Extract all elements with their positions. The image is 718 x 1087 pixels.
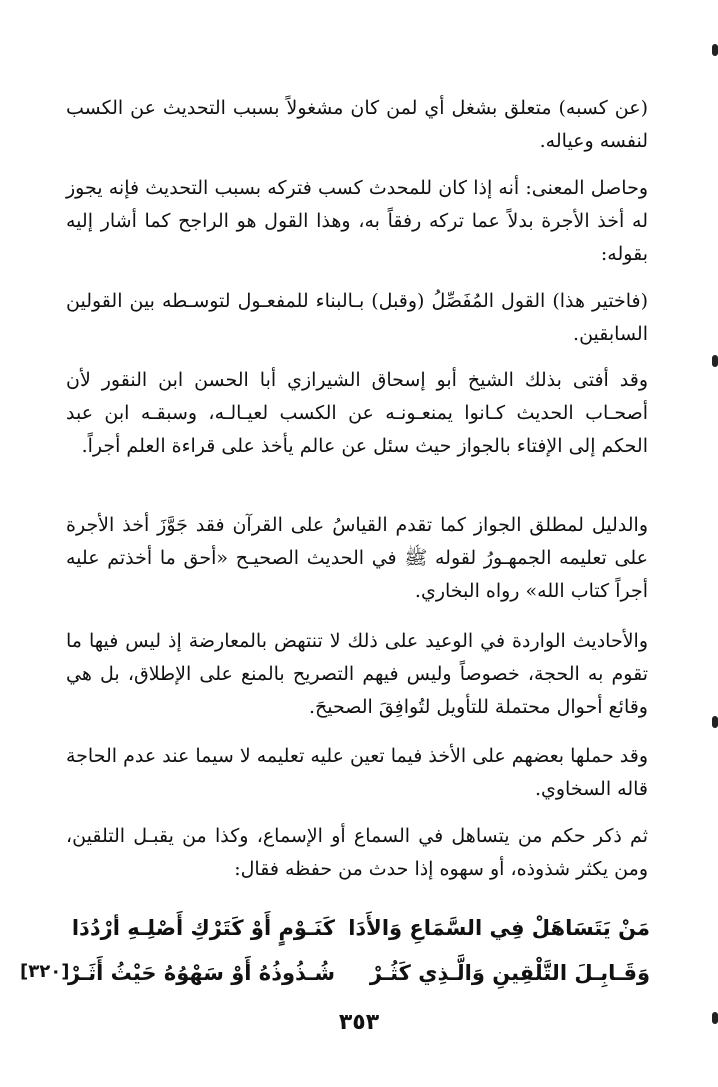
paragraph-evidence: والدليل لمطلق الجواز كما تقدم القياسُ على القرآن فقد جَوَّزَ أخذ الأجرة على تعليمه الجمهـورُ لقوله ﷺ في الحديث الصحيـح «أحق ما أخذتم عليه أجراً كتاب الله» رواه البخاري. — [66, 514, 648, 602]
poem-line-1 — [50, 905, 650, 951]
paragraph-hadiths: والأحاديث الواردة في الوعيد على ذلك لا تنتهض بالمعارضة إذ ليس فيها ما تقوم به الحجة، خصوصاً وليس فيهم التصريح بالمنع على الإطلاق، بل هي وقائع أحوال محتملة للتأويل لتُوافِقَ الصحيحَ. — [66, 630, 648, 718]
poem-line-1-second-hemistich: كَنَـوْمٍ أَوْ كَتَرْكِ أَصْلِـهِ أرْدُدَا — [71, 916, 335, 940]
paragraph-kasb: (عن كسبه) متعلق بشغل أي لمن كان مشغولاً بسبب التحديث عن الكسب لنفسه وعياله. — [66, 97, 648, 152]
scan-edge-mark — [712, 44, 718, 56]
paragraph-chosen-view: (فاختير هذا) القول المُفَصِّلُ (وقبل) بـالبناء للمفعـول لتوسـطه بين القولين السابقين. — [66, 290, 648, 345]
scan-edge-mark — [712, 716, 718, 728]
verse-number: [٣٢٠] — [20, 961, 70, 982]
scan-edge-mark — [712, 1012, 718, 1024]
poem-line-1-first-hemistich: مَنْ يَتَسَاهَلْ فِي السَّمَاعِ وَالأَدَا — [348, 916, 650, 940]
scan-edge-mark — [712, 355, 718, 367]
paragraph-fatwa: وقد أفتى بذلك الشيخ أبو إسحاق الشيرازي أبا الحسن ابن النقور لأن أصحـاب الحديث كـانوا يمنعـونـه عن الكسب لعيـالـه، وسبقـه ابن عبد الحكم إلى الإفتاء بالجواز حيث سئل عن عالم يأخذ على قراءة العلم أجراً. — [66, 369, 648, 457]
paragraph-intro-verse: ثم ذكر حكم من يتساهل في السماع أو الإسماع، وكذا من يقبـل التلقين، ومن يكثر شذوذه، أو سهوه إذا حدث من حفظه فقال: — [66, 825, 648, 880]
poem-line-2 — [50, 950, 650, 996]
poem-line-2-second-hemistich: شُـذُوذُهُ أَوْ سَهْوُهُ حَيْثُ أَثَـرْ — [67, 961, 335, 985]
page-number: ٣٥٣ — [338, 1010, 380, 1035]
paragraph-meaning: وحاصل المعنى: أنه إذا كان للمحدث كسب فتركه بسبب التحديث فإنه يجوز له أخذ الأجرة بدلاً عما تركه رفقاً به، وهذا القول هو الراجح كما أشار إليه بقوله: — [66, 177, 648, 265]
poem-line-2-first-hemistich: وَقَـابِـلَ التَّلْقِينِ وَالَّـذِي كَثُـرْ — [369, 961, 650, 985]
paragraph-interpretation: وقد حملها بعضهم على الأخذ فيما تعين عليه تعليمه لا سيما عند عدم الحاجة قاله السخاوي. — [66, 745, 648, 800]
